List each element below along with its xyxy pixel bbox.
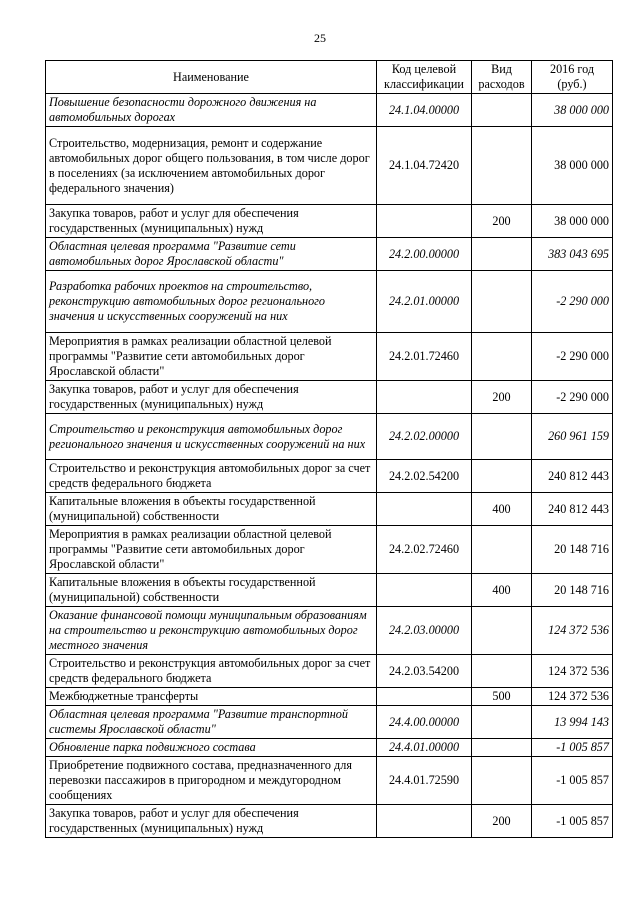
row-kind: 500 (472, 688, 532, 706)
row-name: Областная целевая программа "Развитие транспортной системы Ярославской области" (46, 706, 377, 739)
table-row (46, 493, 613, 526)
row-name: Повышение безопасности дорожного движения на автомобильных дорогах (46, 94, 377, 127)
row-code: 24.4.00.00000 (377, 706, 472, 739)
row-code: 24.1.04.72420 (377, 127, 472, 205)
table-row (46, 333, 613, 381)
row-name: Строительство и реконструкция автомобильных дорог регионального значения и искусственных сооружений на них (46, 414, 377, 460)
row-amount: 38 000 000 (532, 94, 613, 127)
row-kind: 400 (472, 574, 532, 607)
row-amount: 240 812 443 (532, 460, 613, 493)
row-amount: 13 994 143 (532, 706, 613, 739)
table-row (46, 805, 613, 838)
row-kind (472, 607, 532, 655)
table-row (46, 706, 613, 739)
row-name: Приобретение подвижного состава, предназначенного для перевозки пассажиров в пригородном и междугородном сообщениях (46, 757, 377, 805)
row-code: 24.2.00.00000 (377, 238, 472, 271)
row-name: Закупка товаров, работ и услуг для обеспечения государственных (муниципальных) нужд (46, 805, 377, 838)
table-row (46, 655, 613, 688)
row-name: Мероприятия в рамках реализации областной целевой программы "Развитие сети автомобильных дорог Ярославской области" (46, 333, 377, 381)
row-kind (472, 757, 532, 805)
row-amount: -2 290 000 (532, 381, 613, 414)
table-row (46, 94, 613, 127)
budget-table (45, 60, 613, 838)
table-row (46, 757, 613, 805)
row-amount: 38 000 000 (532, 205, 613, 238)
row-kind: 200 (472, 381, 532, 414)
table-row (46, 739, 613, 757)
row-kind: 200 (472, 805, 532, 838)
row-amount: 20 148 716 (532, 574, 613, 607)
row-code (377, 574, 472, 607)
row-code: 24.2.01.72460 (377, 333, 472, 381)
header-code: Код целевой классификации (377, 61, 472, 94)
row-name: Мероприятия в рамках реализации областной целевой программы "Развитие сети автомобильных дорог Ярославской области" (46, 526, 377, 574)
row-code (377, 688, 472, 706)
header-name: Наименование (46, 61, 377, 94)
row-amount: 38 000 000 (532, 127, 613, 205)
row-kind (472, 460, 532, 493)
row-name: Капитальные вложения в объекты государственной (муниципальной) собственности (46, 493, 377, 526)
row-kind (472, 94, 532, 127)
row-name: Строительство, модернизация, ремонт и содержание автомобильных дорог общего пользования, в том числе дорог в поселениях (за исключением автомобильных дорог федерального значения) (46, 127, 377, 205)
row-amount: 20 148 716 (532, 526, 613, 574)
header-kind: Вид расходов (472, 61, 532, 94)
row-code: 24.1.04.00000 (377, 94, 472, 127)
table-header-row (46, 61, 613, 94)
row-kind: 400 (472, 493, 532, 526)
row-code: 24.2.02.72460 (377, 526, 472, 574)
table-row (46, 238, 613, 271)
table-row (46, 381, 613, 414)
table-row (46, 460, 613, 493)
header-year: 2016 год (руб.) (532, 61, 613, 94)
row-code: 24.4.01.00000 (377, 739, 472, 757)
row-name: Оказание финансовой помощи муниципальным образованиям на строительство и реконструкцию автомобильных дорог местного значения (46, 607, 377, 655)
table-body (46, 94, 613, 838)
row-kind (472, 271, 532, 333)
row-amount: 240 812 443 (532, 493, 613, 526)
row-name: Обновление парка подвижного состава (46, 739, 377, 757)
table-row (46, 414, 613, 460)
row-code: 24.2.03.00000 (377, 607, 472, 655)
row-amount: 383 043 695 (532, 238, 613, 271)
row-code (377, 805, 472, 838)
row-kind (472, 333, 532, 381)
row-kind (472, 739, 532, 757)
row-code: 24.2.02.00000 (377, 414, 472, 460)
row-kind (472, 238, 532, 271)
table-row (46, 607, 613, 655)
row-name: Закупка товаров, работ и услуг для обеспечения государственных (муниципальных) нужд (46, 381, 377, 414)
row-code (377, 381, 472, 414)
table-row (46, 127, 613, 205)
row-kind (472, 526, 532, 574)
table-row (46, 271, 613, 333)
table-row (46, 526, 613, 574)
table-row (46, 688, 613, 706)
row-code: 24.2.02.54200 (377, 460, 472, 493)
row-amount: 260 961 159 (532, 414, 613, 460)
row-code: 24.2.01.00000 (377, 271, 472, 333)
row-code (377, 205, 472, 238)
table-row (46, 205, 613, 238)
row-name: Капитальные вложения в объекты государственной (муниципальной) собственности (46, 574, 377, 607)
row-amount: -1 005 857 (532, 739, 613, 757)
row-name: Строительство и реконструкция автомобильных дорог за счет средств федерального бюджета (46, 460, 377, 493)
row-name: Межбюджетные трансферты (46, 688, 377, 706)
table-row (46, 574, 613, 607)
row-code: 24.4.01.72590 (377, 757, 472, 805)
row-name: Строительство и реконструкция автомобильных дорог за счет средств федерального бюджета (46, 655, 377, 688)
row-kind (472, 127, 532, 205)
row-amount: 124 372 536 (532, 655, 613, 688)
row-kind (472, 706, 532, 739)
row-amount: -2 290 000 (532, 333, 613, 381)
row-kind: 200 (472, 205, 532, 238)
row-kind (472, 655, 532, 688)
row-amount: -1 005 857 (532, 805, 613, 838)
row-code (377, 493, 472, 526)
row-amount: -1 005 857 (532, 757, 613, 805)
row-amount: 124 372 536 (532, 688, 613, 706)
row-name: Закупка товаров, работ и услуг для обеспечения государственных (муниципальных) нужд (46, 205, 377, 238)
row-amount: -2 290 000 (532, 271, 613, 333)
row-name: Областная целевая программа "Развитие сети автомобильных дорог Ярославской области" (46, 238, 377, 271)
row-code: 24.2.03.54200 (377, 655, 472, 688)
row-name: Разработка рабочих проектов на строительство, реконструкцию автомобильных дорог регионального значения и искусственных сооружений на них (46, 271, 377, 333)
row-amount: 124 372 536 (532, 607, 613, 655)
row-kind (472, 414, 532, 460)
page-number: 25 (314, 31, 326, 45)
